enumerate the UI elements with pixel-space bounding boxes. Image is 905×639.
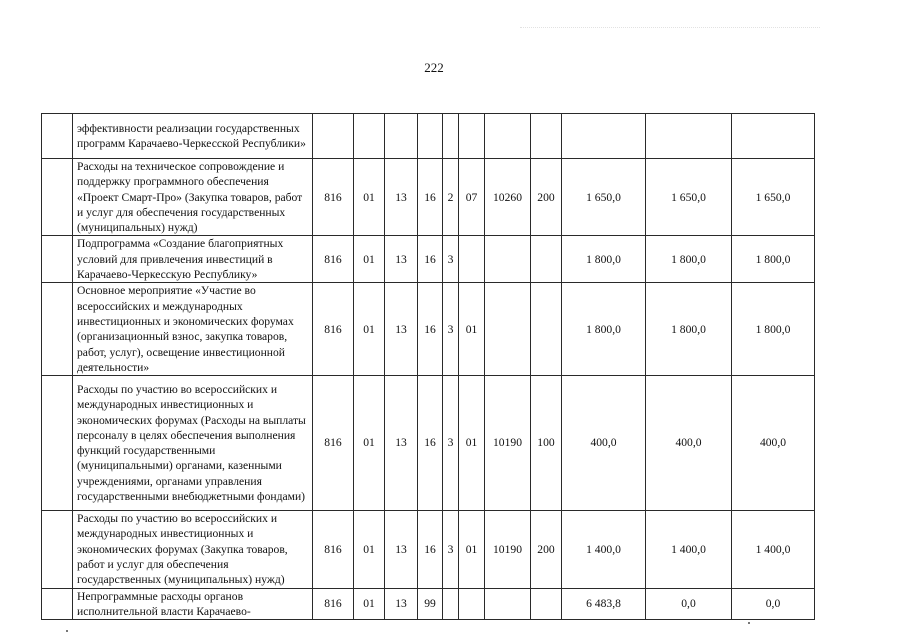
code-cell: 13 — [385, 511, 418, 588]
blank-cell — [42, 376, 73, 511]
code-cell: 816 — [313, 236, 354, 283]
description-cell: Подпрограмма «Создание благоприятных условий для привлечения инвестиций в Карачаево-Черкесскую Республику» — [73, 236, 313, 283]
table-row — [42, 376, 815, 511]
amount-cell: 1 800,0 — [646, 283, 732, 376]
code-cell — [418, 114, 443, 159]
blank-cell — [42, 588, 73, 620]
amount-cell: 6 483,8 — [562, 588, 646, 620]
code-cell — [459, 236, 485, 283]
code-cell: 16 — [418, 159, 443, 236]
code-cell — [459, 588, 485, 620]
code-cell: 200 — [531, 159, 562, 236]
code-cell — [485, 588, 531, 620]
blank-cell — [42, 511, 73, 588]
amount-cell — [646, 114, 732, 159]
code-cell: 13 — [385, 159, 418, 236]
code-cell: 3 — [443, 236, 459, 283]
amount-cell: 400,0 — [646, 376, 732, 511]
amount-cell: 1 800,0 — [732, 236, 815, 283]
table-row — [42, 283, 815, 376]
amount-cell: 1 800,0 — [562, 236, 646, 283]
code-cell — [313, 114, 354, 159]
blank-cell — [42, 236, 73, 283]
amount-cell: 1 800,0 — [646, 236, 732, 283]
code-cell — [385, 114, 418, 159]
code-cell: 99 — [418, 588, 443, 620]
amount-cell: 1 650,0 — [646, 159, 732, 236]
table-row — [42, 588, 815, 620]
table-row — [42, 159, 815, 236]
code-cell — [354, 114, 385, 159]
code-cell — [485, 236, 531, 283]
code-cell — [531, 283, 562, 376]
code-cell: 01 — [354, 511, 385, 588]
blank-cell — [42, 283, 73, 376]
description-cell: Расходы на техническое сопровождение и поддержку программного обеспечения «Проект Смарт-Про» (Закупка товаров, работ и услуг для обеспечения государственных (муниципальных) нужд) — [73, 159, 313, 236]
code-cell: 100 — [531, 376, 562, 511]
table-row — [42, 236, 815, 283]
budget-table — [41, 113, 815, 620]
code-cell: 3 — [443, 376, 459, 511]
code-cell: 01 — [354, 159, 385, 236]
page-number: 222 — [424, 60, 444, 75]
code-cell — [459, 114, 485, 159]
code-cell: 816 — [313, 283, 354, 376]
code-cell: 10260 — [485, 159, 531, 236]
code-cell — [531, 236, 562, 283]
amount-cell: 0,0 — [732, 588, 815, 620]
amount-cell: 1 800,0 — [732, 283, 815, 376]
code-cell: 3 — [443, 511, 459, 588]
code-cell: 10190 — [485, 511, 531, 588]
code-cell: 16 — [418, 236, 443, 283]
code-cell: 13 — [385, 236, 418, 283]
scan-speck — [748, 622, 750, 624]
description-cell: эффективности реализации государственных программ Карачаево-Черкесской Республики» — [73, 114, 313, 159]
code-cell: 13 — [385, 376, 418, 511]
amount-cell: 1 400,0 — [562, 511, 646, 588]
code-cell: 200 — [531, 511, 562, 588]
blank-cell — [42, 114, 73, 159]
code-cell: 10190 — [485, 376, 531, 511]
code-cell: 16 — [418, 376, 443, 511]
description-cell: Расходы по участию во всероссийских и международных инвестиционных и экономических форумах (Закупка товаров, работ и услуг для обеспечения государственных (муниципальных) нужд) — [73, 511, 313, 588]
code-cell: 01 — [354, 588, 385, 620]
code-cell: 07 — [459, 159, 485, 236]
description-cell: Непрограммные расходы органов исполнительной власти Карачаево- — [73, 588, 313, 620]
code-cell: 01 — [459, 511, 485, 588]
amount-cell: 1 650,0 — [732, 159, 815, 236]
code-cell: 816 — [313, 588, 354, 620]
amount-cell: 400,0 — [732, 376, 815, 511]
code-cell: 3 — [443, 283, 459, 376]
code-cell: 13 — [385, 588, 418, 620]
amount-cell: 400,0 — [562, 376, 646, 511]
code-cell: 13 — [385, 283, 418, 376]
table-row — [42, 114, 815, 159]
faint-scan-line — [520, 27, 820, 28]
code-cell: 816 — [313, 511, 354, 588]
code-cell — [485, 114, 531, 159]
code-cell: 816 — [313, 376, 354, 511]
code-cell — [443, 114, 459, 159]
amount-cell: 0,0 — [646, 588, 732, 620]
amount-cell — [732, 114, 815, 159]
code-cell: 01 — [354, 376, 385, 511]
amount-cell: 1 400,0 — [646, 511, 732, 588]
code-cell: 816 — [313, 159, 354, 236]
description-cell: Основное мероприятие «Участие во всероссийских и международных инвестиционных и экономических форумах (организационный взнос, закупка товаров, работ, услуг), освещение инвестиционной деятельности» — [73, 283, 313, 376]
amount-cell — [562, 114, 646, 159]
code-cell: 16 — [418, 283, 443, 376]
code-cell: 01 — [459, 283, 485, 376]
amount-cell: 1 650,0 — [562, 159, 646, 236]
amount-cell: 1 800,0 — [562, 283, 646, 376]
code-cell — [531, 588, 562, 620]
blank-cell — [42, 159, 73, 236]
code-cell: 01 — [354, 283, 385, 376]
code-cell: 01 — [354, 236, 385, 283]
code-cell — [443, 588, 459, 620]
table-row — [42, 511, 815, 588]
code-cell — [485, 283, 531, 376]
scan-speck — [66, 630, 68, 632]
code-cell: 16 — [418, 511, 443, 588]
code-cell — [531, 114, 562, 159]
code-cell: 2 — [443, 159, 459, 236]
amount-cell: 1 400,0 — [732, 511, 815, 588]
code-cell: 01 — [459, 376, 485, 511]
description-cell: Расходы по участию во всероссийских и международных инвестиционных и экономических форумах (Расходы на выплаты персоналу в целях обеспечения выполнения функций государственными (муниципальными) органами, казенными учреждениями, органами управления государственными внебюджетными фондами) — [73, 376, 313, 511]
